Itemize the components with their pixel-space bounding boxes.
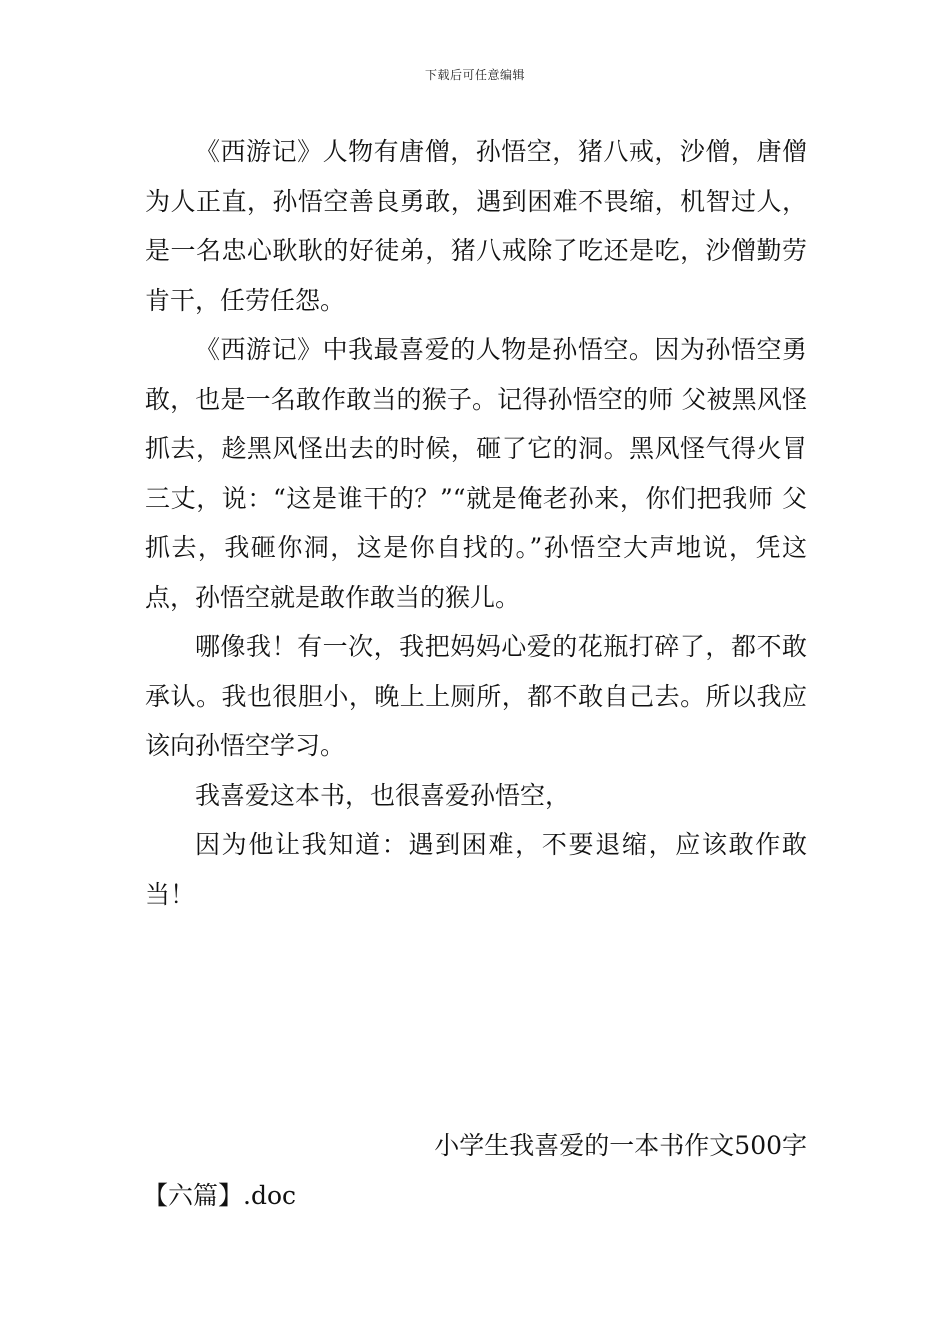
header-note: 下载后可任意编辑 xyxy=(424,68,525,82)
document-body xyxy=(145,127,807,919)
document-footer-title xyxy=(145,1121,807,1221)
paragraph-1: 《西游记》人物有唐僧，孙悟空，猪八戒，沙僧，唐僧为人正直，孙悟空善良勇敢，遇到困难不畏缩，机智过人，是一名忠心耿耿的好徒弟，猪八戒除了吃还是吃，沙僧勤劳肯干，任劳任怨。 xyxy=(145,137,807,315)
footer-title-line-2: 【六篇】.doc xyxy=(143,1181,297,1210)
paragraph-5: 因为他让我知道：遇到困难，不要退缩，应该敢作敢当！ xyxy=(145,830,807,909)
paragraph-2: 《西游记》中我最喜爱的人物是孙悟空。因为孙悟空勇敢，也是一名敢作敢当的猴子。记得孙悟空的师 父被黑风怪抓去，趁黑风怪出去的时候，砸了它的洞。黑风怪气得火冒三丈，说：“这是谁干的？”“就是俺老孙来，你们把我师 父抓去，我砸你洞，这是你自找的。”孙悟空大声地说，凭这点，孙悟空就是敢作敢当的猴儿。 xyxy=(145,335,807,612)
footer-title-line-1: 小学生我喜爱的一本书作文500字 xyxy=(434,1131,807,1160)
paragraph-4: 我喜爱这本书，也很喜爱孙悟空， xyxy=(195,780,571,810)
paragraph-3: 哪像我！有一次，我把妈妈心爱的花瓶打碎了，都不敢承认。我也很胆小，晚上上厕所，都不敢自己去。所以我应该向孙悟空学习。 xyxy=(145,632,807,760)
